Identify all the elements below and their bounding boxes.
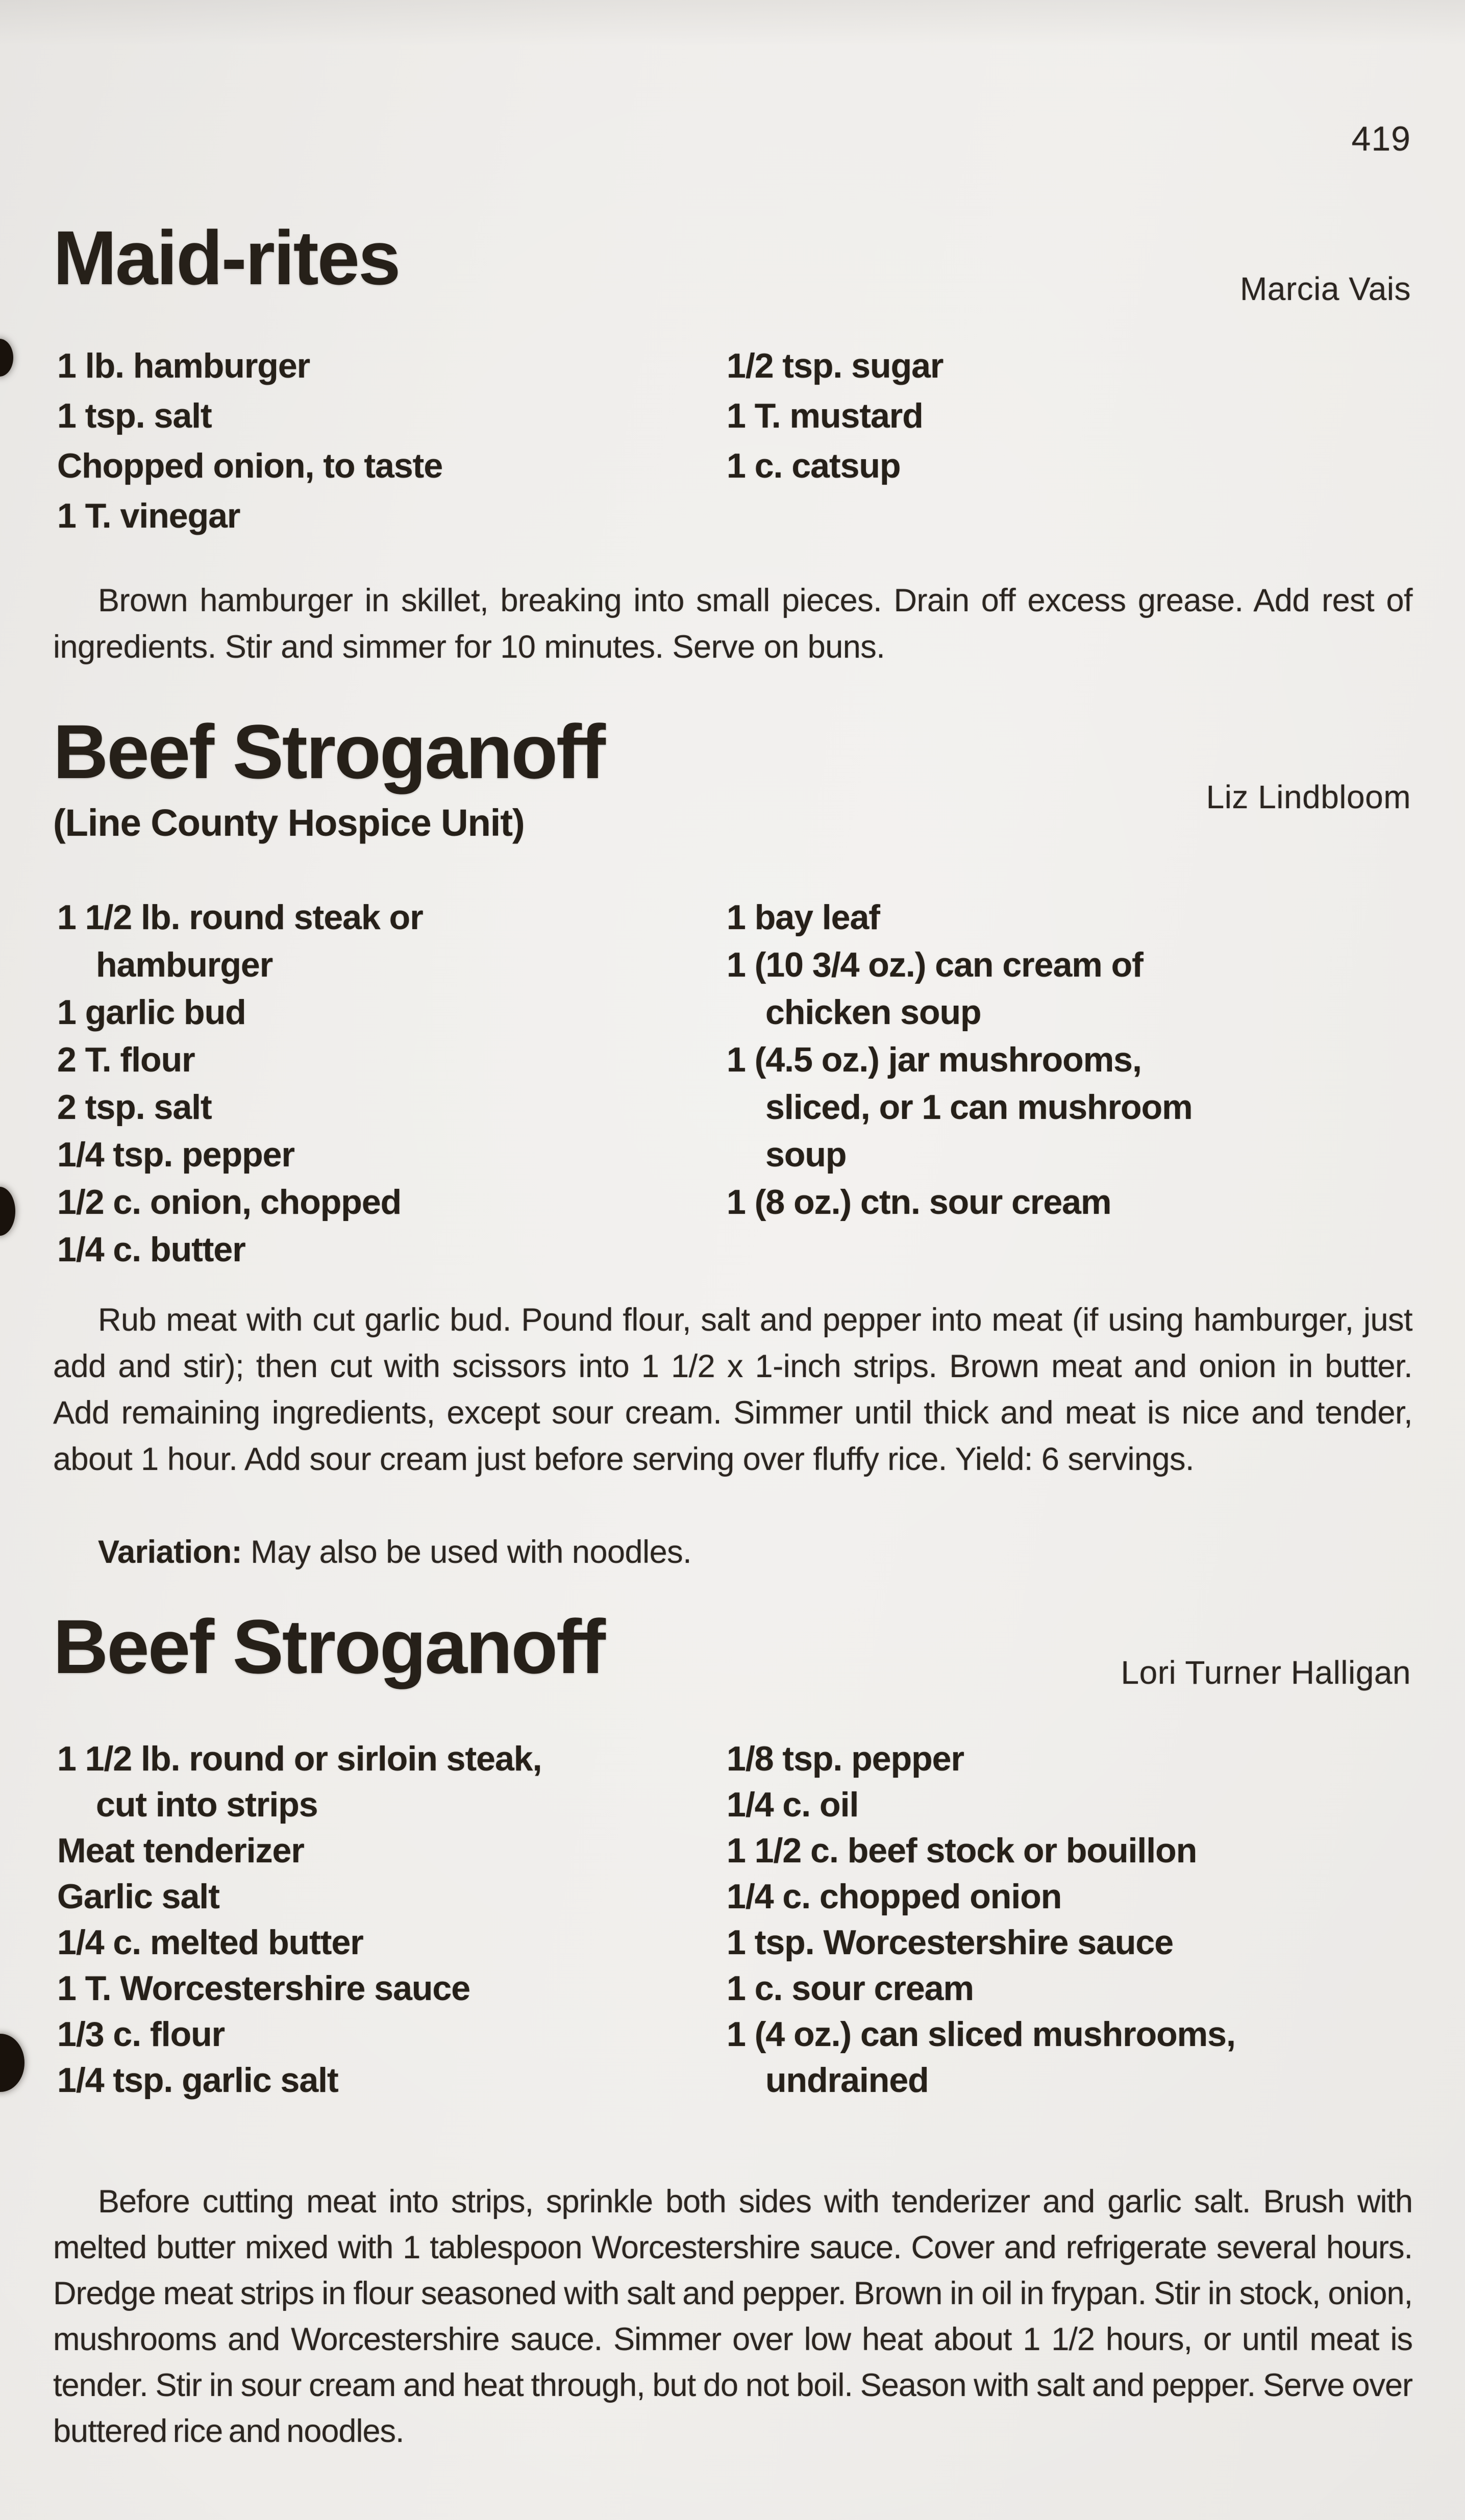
- ingredient: Meat tenderizer: [57, 1831, 304, 1870]
- ingredient: 1 1/2 c. beef stock or bouillon: [727, 1831, 1197, 1870]
- ingredient: 1 c. sour cream: [727, 1969, 974, 2008]
- recipe-title: Beef Stroganoff: [53, 1604, 604, 1689]
- ingredient: 1/3 c. flour: [57, 2015, 225, 2054]
- ingredient-wrap: soup: [765, 1135, 847, 1174]
- recipe-title: Beef Stroganoff: [53, 709, 604, 794]
- ingredient: 1 1/2 lb. round steak or: [57, 898, 423, 937]
- recipe-title: Maid-rites: [53, 215, 400, 301]
- ingredient: Garlic salt: [57, 1877, 219, 1916]
- ingredient: Chopped onion, to taste: [57, 446, 443, 485]
- ingredient-list-right: [727, 1736, 1421, 2103]
- ingredient: 1/4 tsp. garlic salt: [57, 2061, 338, 2100]
- ingredient-list-left: [57, 894, 715, 1274]
- binder-hole-middle: [0, 1187, 15, 1236]
- ingredient: 1/4 tsp. pepper: [57, 1135, 294, 1174]
- ingredient: 1/4 c. butter: [57, 1230, 245, 1269]
- ingredient-list-left: [57, 1736, 715, 2103]
- ingredient-wrap: chicken soup: [765, 993, 981, 1032]
- ingredient: 1 c. catsup: [727, 446, 901, 485]
- ingredient: 1/2 c. onion, chopped: [57, 1183, 402, 1221]
- instructions-paragraph: Before cutting meat into strips, sprinkle both sides with tenderizer and garlic salt. Brush with melted butter mixed with 1 tablespoon Worcestershire sauce. Cover and refrigerate several hours. Dredge meat strips in flour seasoned with salt and pepper. Brown in oil in frypan. Stir in stock, onion, mushrooms and Worcestershire sauce. Simmer over low heat about 1 1/2 hours, or until meat is tender. Stir in sour cream and heat through, but do not boil. Season with salt and pepper. Serve over buttered rice and noodles.: [53, 2184, 1412, 2449]
- ingredient: 1/4 c. chopped onion: [727, 1877, 1062, 1916]
- variation-label: Variation:: [98, 1534, 242, 1570]
- ingredient: 1/8 tsp. pepper: [727, 1739, 964, 1778]
- recipe-subtitle: (Line County Hospice Unit): [53, 802, 525, 844]
- page-number: 419: [1351, 119, 1411, 158]
- scan-shadow: [0, 0, 1465, 46]
- ingredient-wrap: undrained: [765, 2061, 929, 2100]
- ingredient-list-right: [727, 894, 1421, 1226]
- ingredient: 2 tsp. salt: [57, 1088, 212, 1127]
- ingredient: 1 tsp. Worcestershire sauce: [727, 1923, 1174, 1962]
- instructions-paragraph: Brown hamburger in skillet, breaking into small pieces. Drain off excess grease. Add rest of ingredients. Stir and simmer for 10 minutes. Serve on buns.: [53, 583, 1412, 665]
- ingredient: 1 T. Worcestershire sauce: [57, 1969, 470, 2008]
- binder-hole-bottom: [0, 2034, 24, 2092]
- recipe-contributor: Marcia Vais: [1239, 270, 1411, 307]
- variation-line: [53, 1529, 1412, 1576]
- ingredient: 1 (8 oz.) ctn. sour cream: [727, 1183, 1111, 1221]
- ingredient: 1 (10 3/4 oz.) can cream of: [727, 945, 1143, 984]
- variation-text: May also be used with noodles.: [251, 1534, 692, 1570]
- recipe-contributor: Liz Lindbloom: [1206, 779, 1411, 815]
- ingredient: 1/2 tsp. sugar: [727, 346, 943, 385]
- ingredient-wrap: hamburger: [96, 945, 273, 984]
- ingredient: 1 bay leaf: [727, 898, 880, 937]
- ingredient: 1/4 c. oil: [727, 1785, 859, 1824]
- instructions-paragraph: Rub meat with cut garlic bud. Pound flour, salt and pepper into meat (if using hamburger, just add and stir); then cut with scissors into 1 1/2 x 1-inch strips. Brown meat and onion in butter. Add remaining ingredients, except sour cream. Simmer until thick and meat is nice and tender, about 1 hour. Add sour cream just before serving over fluffy rice. Yield: 6 servings.: [53, 1302, 1412, 1477]
- ingredient-list-right: [727, 341, 1421, 491]
- ingredient: 1 1/2 lb. round or sirloin steak,: [57, 1739, 542, 1778]
- ingredient: 1 T. mustard: [727, 396, 923, 435]
- ingredient: 1 T. vinegar: [57, 496, 240, 535]
- recipe-contributor: Lori Turner Halligan: [1121, 1654, 1411, 1691]
- ingredient: 2 T. flour: [57, 1040, 195, 1079]
- binder-hole-top: [0, 339, 13, 377]
- ingredient: 1 (4.5 oz.) jar mushrooms,: [727, 1040, 1141, 1079]
- ingredient: 1 tsp. salt: [57, 396, 212, 435]
- ingredient: 1 garlic bud: [57, 993, 246, 1032]
- ingredient: 1 (4 oz.) can sliced mushrooms,: [727, 2015, 1235, 2054]
- ingredient-wrap: sliced, or 1 can mushroom: [765, 1088, 1193, 1127]
- ingredient: 1 lb. hamburger: [57, 346, 310, 385]
- ingredient: 1/4 c. melted butter: [57, 1923, 363, 1962]
- ingredient-wrap: cut into strips: [96, 1785, 318, 1824]
- ingredient-list-left: [57, 341, 715, 541]
